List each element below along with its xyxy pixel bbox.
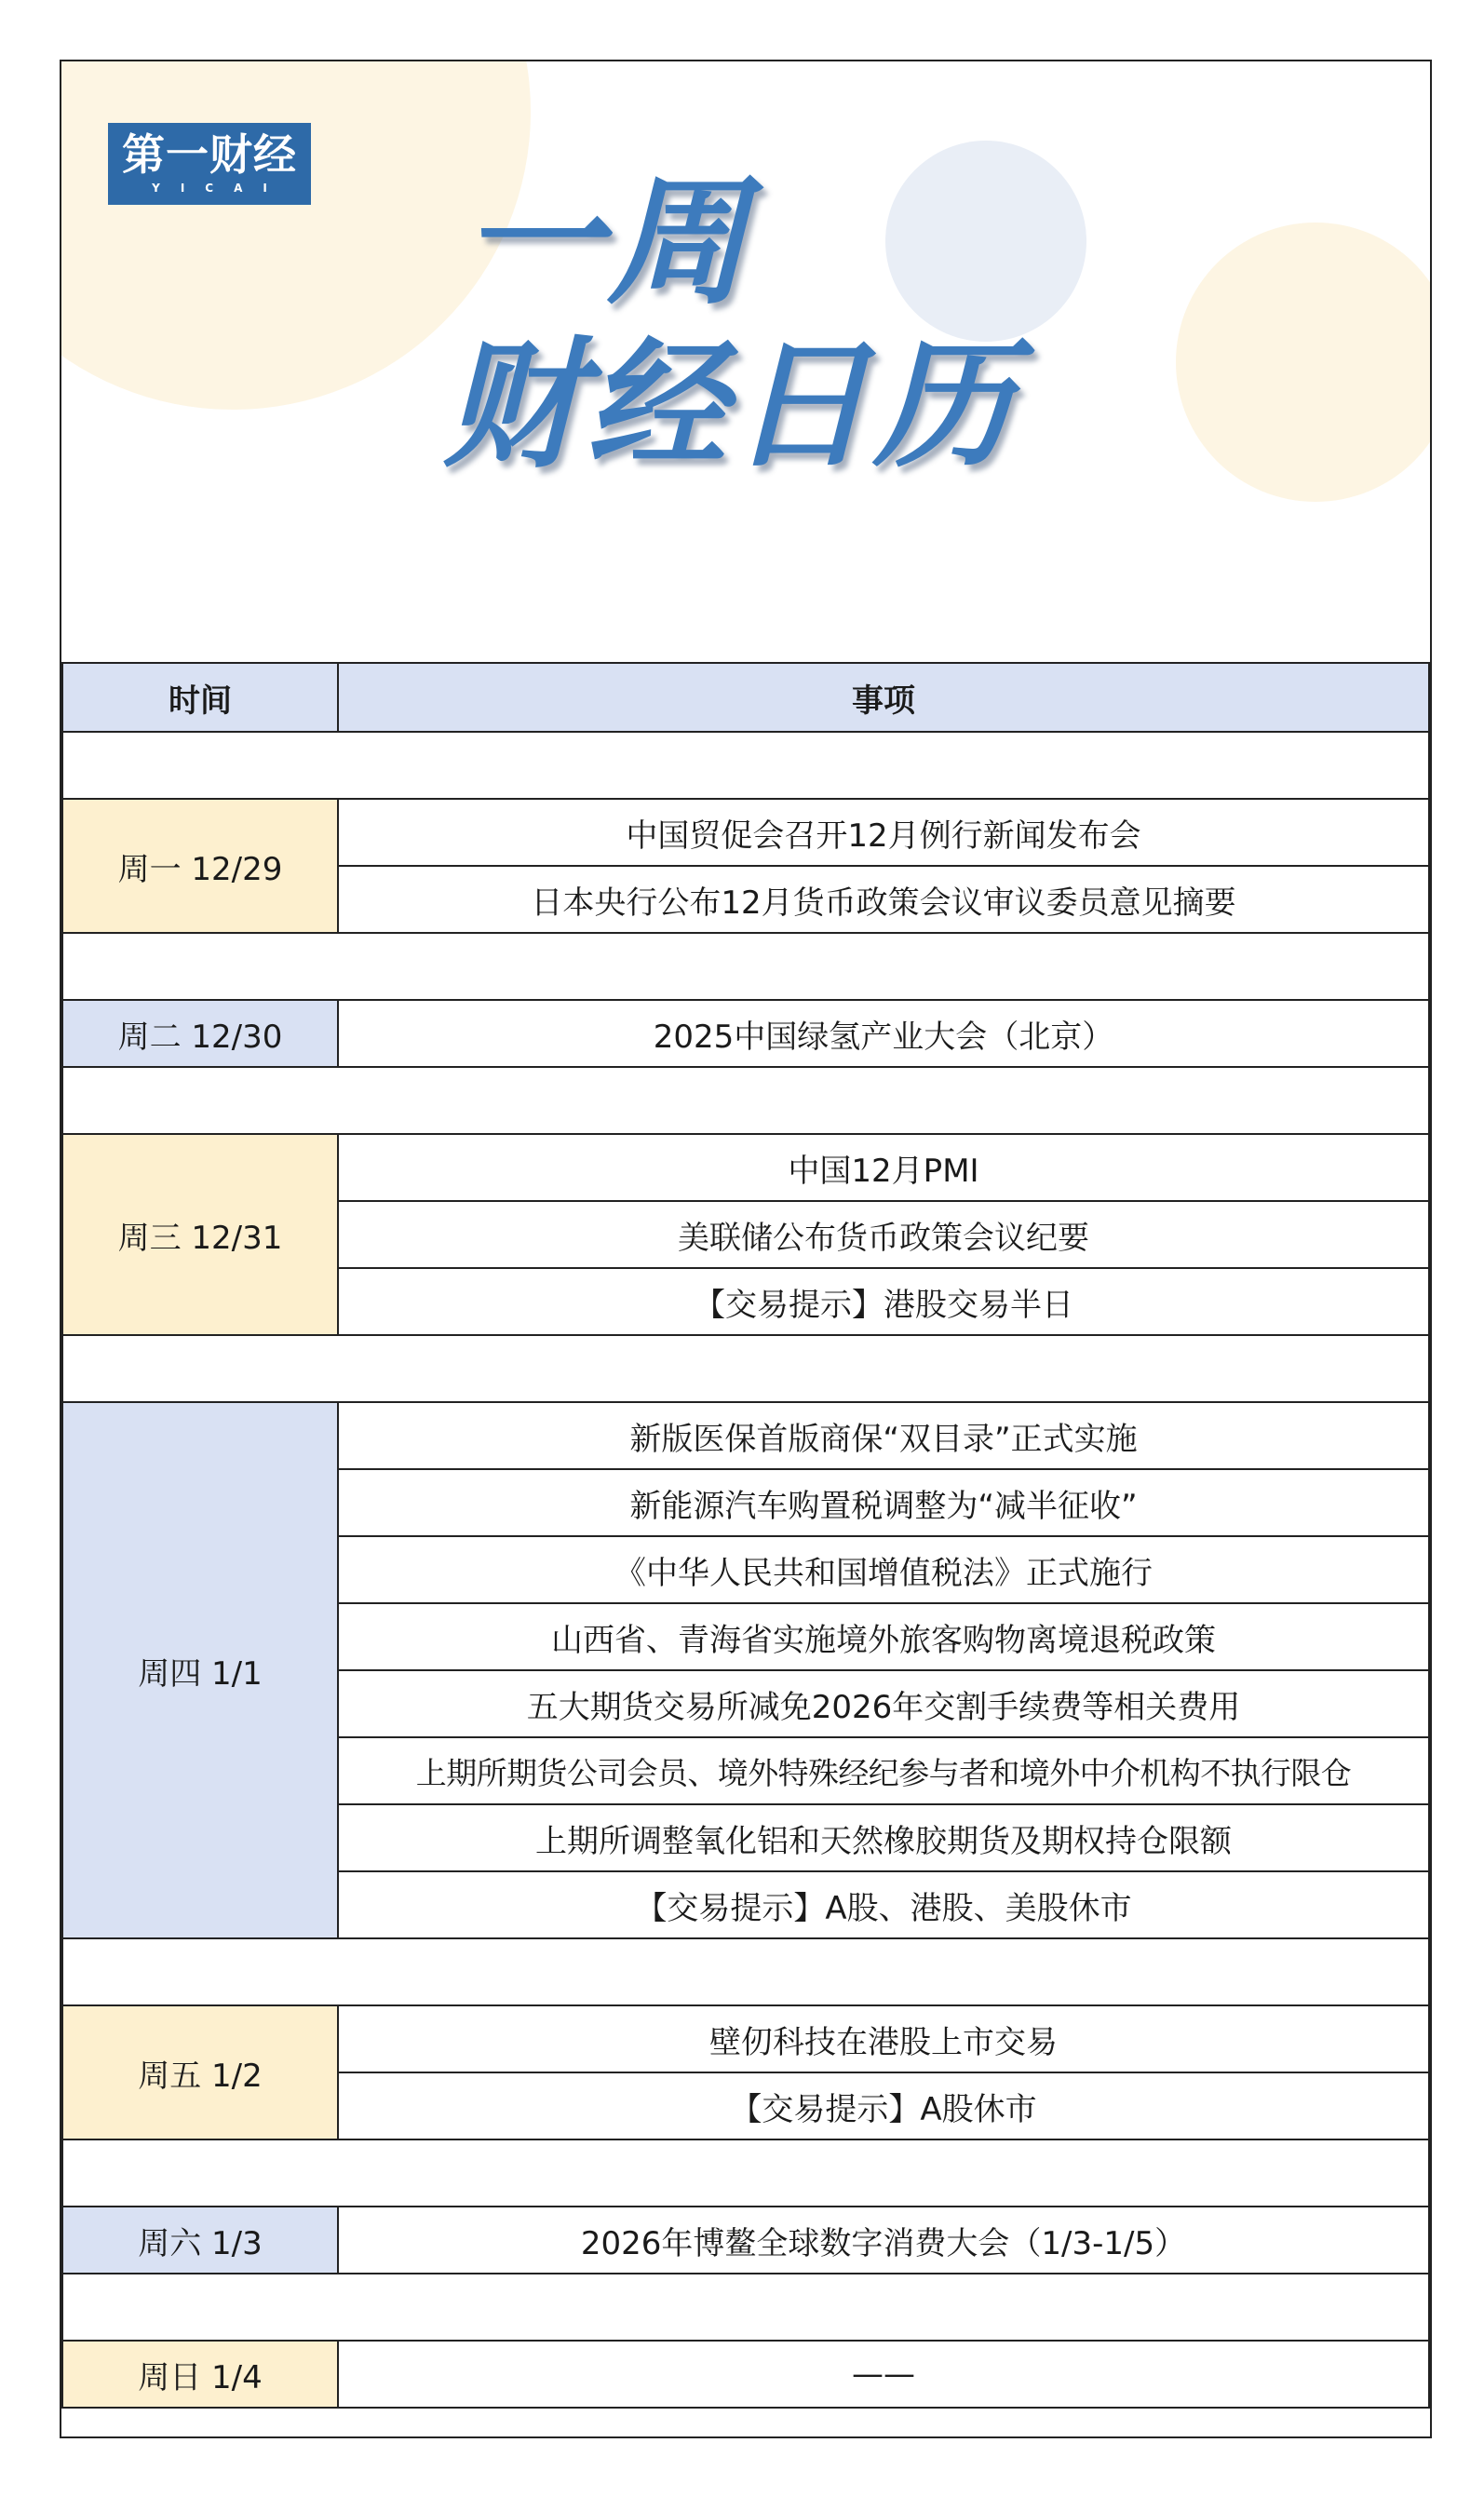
day-label-cell: 周六 1/3 [62,2207,338,2274]
event-cell: 新版医保首版商保“双目录”正式实施 [338,1402,1429,1469]
spacer-row [62,1067,1429,1134]
event-cell: 中国贸促会召开12月例行新闻发布会 [338,799,1429,866]
yicai-logo [108,123,311,205]
day-label-cell: 周五 1/2 [62,2005,338,2139]
logo-text: 第一财经 [122,129,297,180]
header-events: 事项 [338,663,1429,732]
table-row [62,1134,1429,1201]
event-cell: 新能源汽车购置税调整为“减半征收” [338,1469,1429,1536]
event-cell: 日本央行公布12月货币政策会议审议委员意见摘要 [338,866,1429,933]
day-label-cell: 周四 1/1 [62,1402,338,1938]
event-cell: 五大期货交易所减免2026年交割手续费等相关费用 [338,1670,1429,1737]
calendar-table [61,662,1430,2409]
spacer-row [62,1938,1429,2005]
table-row [62,2207,1429,2274]
day-label-cell: 周一 12/29 [62,799,338,933]
event-cell: 上期所调整氧化铝和天然橡胶期货及期权持仓限额 [338,1804,1429,1871]
day-label-cell: 周日 1/4 [62,2341,338,2408]
spacer-cell [62,2139,1429,2207]
event-cell: 山西省、青海省实施境外旅客购物离境退税政策 [338,1603,1429,1670]
calendar-body [62,732,1429,2408]
table-header-row [62,663,1429,732]
spacer-cell [62,732,1429,799]
calendar-card [60,60,1432,2438]
spacer-cell [62,1335,1429,1402]
logo-subtext: YICAI [152,182,288,195]
event-cell: 中国12月PMI [338,1134,1429,1201]
day-label-cell: 周二 12/30 [62,1000,338,1067]
decor-circle-right [1176,223,1432,502]
day-label-cell: 周三 12/31 [62,1134,338,1335]
spacer-row [62,1335,1429,1402]
title-line-1: 一周 [462,162,753,324]
decor-circle-center [885,141,1086,342]
spacer-cell [62,2274,1429,2341]
spacer-cell [62,1938,1429,2005]
table-row [62,2005,1429,2072]
spacer-cell [62,933,1429,1000]
event-cell: 2026年博鳌全球数字消费大会（1/3-1/5） [338,2207,1429,2274]
event-cell: 【交易提示】A股、港股、美股休市 [338,1871,1429,1938]
spacer-row [62,2274,1429,2341]
spacer-row [62,732,1429,799]
header-time: 时间 [62,663,338,732]
spacer-cell [62,1067,1429,1134]
spacer-row [62,2139,1429,2207]
event-cell: 壁仞科技在港股上市交易 [338,2005,1429,2072]
table-row [62,2341,1429,2408]
table-row [62,1000,1429,1067]
event-cell: 《中华人民共和国增值税法》正式施行 [338,1536,1429,1603]
event-cell: 【交易提示】港股交易半日 [338,1268,1429,1335]
table-row [62,1402,1429,1469]
title-line-2: 财经日历 [443,325,1018,487]
spacer-row [62,933,1429,1000]
event-cell: 2025中国绿氢产业大会（北京） [338,1000,1429,1067]
table-row [62,799,1429,866]
event-cell: 【交易提示】A股休市 [338,2072,1429,2139]
event-cell: 上期所期货公司会员、境外特殊经纪参与者和境外中介机构不执行限仓 [338,1737,1429,1804]
event-cell: 美联储公布货币政策会议纪要 [338,1201,1429,1268]
event-cell: —— [338,2341,1429,2408]
